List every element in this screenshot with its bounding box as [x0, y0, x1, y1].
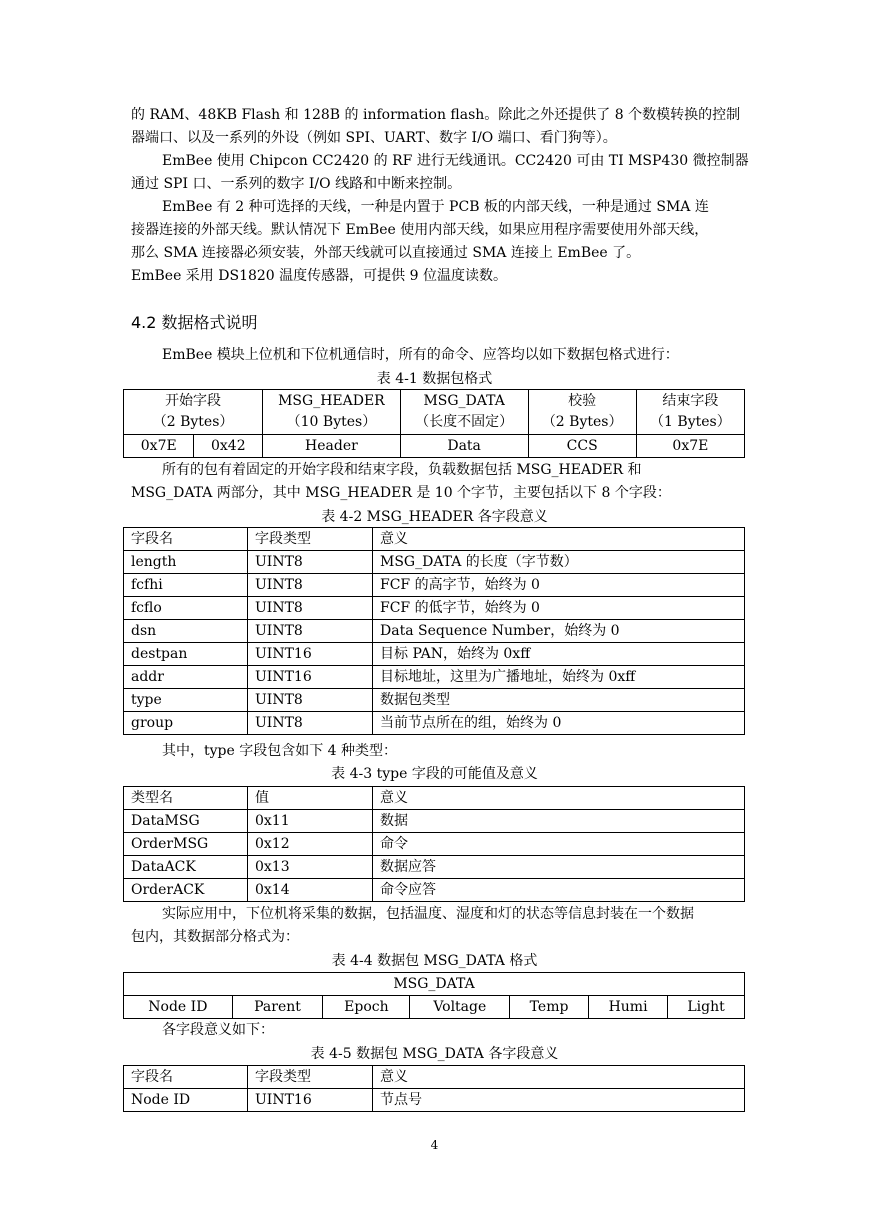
paragraph-line: 那么 SMA 连接器必须安装，外部天线就可以直接通过 SMA 连接上 EmBee 了。	[131, 245, 641, 261]
table-cell: 意义	[373, 787, 745, 810]
table-cell: DataACK	[124, 856, 248, 879]
table-cell: 字段类型	[248, 528, 373, 551]
table-cell: 目标地址，这里为广播地址，始终为 0xff	[373, 666, 745, 689]
table-row	[124, 1089, 745, 1112]
table-cell: UINT16	[248, 666, 373, 689]
table-cell: Light	[668, 996, 745, 1019]
table-cell: Temp	[510, 996, 589, 1019]
table-row	[124, 712, 745, 735]
table-row	[124, 620, 745, 643]
table-cell: UINT8	[248, 597, 373, 620]
paragraph-line: MSG_DATA 两部分，其中 MSG_HEADER 是 10 个字节，主要包括以下 8 个字段：	[131, 485, 671, 501]
table-cell: Header	[263, 435, 401, 458]
table-cell: group	[124, 712, 248, 735]
table-cell: UINT8	[248, 689, 373, 712]
table-header-cell: MSG_DATA （长度不固定）	[400, 390, 528, 435]
table-caption: 表 4-5 数据包 MSG_DATA 各字段意义	[310, 1046, 559, 1062]
table-cell: 命令	[373, 833, 745, 856]
table-caption: 表 4-4 数据包 MSG_DATA 格式	[331, 953, 538, 969]
table-cell: 0x7E	[636, 435, 744, 458]
table-cell: 数据应答	[373, 856, 745, 879]
table-cell: Node ID	[124, 1089, 248, 1112]
table-cell: UINT8	[248, 574, 373, 597]
table-cell: 0x12	[248, 833, 373, 856]
intro-paragraph: EmBee 模块上位机和下位机通信时，所有的命令、应答均以如下数据包格式进行：	[162, 347, 679, 363]
table-header-cell: MSG_HEADER （10 Bytes）	[263, 390, 401, 435]
table-cell: dsn	[124, 620, 248, 643]
table-header-cell: 开始字段 （2 Bytes）	[124, 390, 263, 435]
table-cell: CCS	[528, 435, 636, 458]
table-header-cell: 结束字段 （1 Bytes）	[636, 390, 744, 435]
page-number: 4	[430, 1138, 439, 1152]
table-row	[124, 1066, 745, 1089]
table-cell: UINT8	[248, 620, 373, 643]
paragraph-line: 器端口、以及一系列的外设（例如 SPI、UART、数字 I/O 端口、看门狗等）。	[131, 130, 617, 146]
table-cell: 意义	[373, 528, 745, 551]
table-cell: Humi	[588, 996, 667, 1019]
type-values-table	[123, 786, 745, 902]
packet-format-table	[123, 389, 745, 458]
table-cell: Data	[400, 435, 528, 458]
table-cell: length	[124, 551, 248, 574]
table-cell: Node ID	[124, 996, 233, 1019]
msg-header-table	[123, 527, 745, 735]
paragraph-line: 通过 SPI 口、一系列的数字 I/O 线路和中断来控制。	[131, 176, 462, 192]
paragraph-line: EmBee 采用 DS1820 温度传感器，可提供 9 位温度读数。	[131, 268, 507, 284]
table-cell: 当前节点所在的组，始终为 0	[373, 712, 745, 735]
table-cell: OrderMSG	[124, 833, 248, 856]
table-cell: 意义	[373, 1066, 745, 1089]
table-cell: UINT16	[248, 643, 373, 666]
table-cell: 字段名	[124, 1066, 248, 1089]
table-row	[124, 666, 745, 689]
table-cell: 值	[248, 787, 373, 810]
table-cell: MSG_DATA 的长度（字节数）	[373, 551, 745, 574]
table-row	[124, 528, 745, 551]
paragraph-line: 接器连接的外部天线。默认情况下 EmBee 使用内部天线，如果应用程序需要使用外部天线，	[131, 222, 709, 238]
table-cell: UINT8	[248, 712, 373, 735]
table-cell: FCF 的高字节，始终为 0	[373, 574, 745, 597]
table-cell: addr	[124, 666, 248, 689]
paragraph-line: 所有的包有着固定的开始字段和结束字段，负载数据包括 MSG_HEADER 和	[162, 462, 642, 478]
table-cell: Voltage	[410, 996, 510, 1019]
table-cell: 数据包类型	[373, 689, 745, 712]
table-header-cell: 校验 （2 Bytes）	[528, 390, 636, 435]
msg-data-format-table	[123, 972, 745, 1019]
table-row	[124, 879, 745, 902]
table-row	[124, 973, 745, 996]
table-cell: 类型名	[124, 787, 248, 810]
table-cell: 0x14	[248, 879, 373, 902]
table-cell: 0x42	[194, 435, 263, 458]
paragraph-line: EmBee 使用 Chipcon CC2420 的 RF 进行无线通讯。CC2420 可由 TI MSP430 微控制器	[162, 153, 749, 169]
table-row	[124, 597, 745, 620]
table-cell: 节点号	[373, 1089, 745, 1112]
table-row	[124, 810, 745, 833]
table-cell: 目标 PAN，始终为 0xff	[373, 643, 745, 666]
paragraph-line: 的 RAM、48KB Flash 和 128B 的 information flash。除此之外还提供了 8 个数模转换的控制	[131, 107, 741, 123]
table-cell: destpan	[124, 643, 248, 666]
table-cell: 字段名	[124, 528, 248, 551]
section-title: 4.2 数据格式说明	[131, 313, 258, 332]
paragraph-line: 各字段意义如下：	[162, 1022, 274, 1038]
table-row	[124, 689, 745, 712]
table-cell: FCF 的低字节，始终为 0	[373, 597, 745, 620]
table-cell: UINT8	[248, 551, 373, 574]
table-cell: Data Sequence Number，始终为 0	[373, 620, 745, 643]
paragraph-line: EmBee 有 2 种可选择的天线，一种是内置于 PCB 板的内部天线，一种是通过 SMA 连	[162, 199, 709, 215]
table-cell: UINT16	[248, 1089, 373, 1112]
table-caption: 表 4-3 type 字段的可能值及意义	[331, 766, 538, 782]
table-cell: Epoch	[323, 996, 410, 1019]
table-cell: 命令应答	[373, 879, 745, 902]
table-header-cell: MSG_DATA	[124, 973, 745, 996]
table-cell: OrderACK	[124, 879, 248, 902]
msg-data-fields-table	[123, 1065, 745, 1112]
table-cell: 0x11	[248, 810, 373, 833]
table-row	[124, 574, 745, 597]
table-row	[124, 643, 745, 666]
table-cell: DataMSG	[124, 810, 248, 833]
table-caption: 表 4-2 MSG_HEADER 各字段意义	[321, 509, 548, 525]
paragraph-line: 包内，其数据部分格式为：	[131, 929, 299, 945]
table-row	[124, 856, 745, 879]
table-row	[124, 996, 745, 1019]
table-cell: type	[124, 689, 248, 712]
table-row	[124, 833, 745, 856]
table-row	[124, 787, 745, 810]
table-caption: 表 4-1 数据包格式	[376, 371, 493, 387]
table-cell: 0x7E	[124, 435, 194, 458]
table-cell: fcflo	[124, 597, 248, 620]
table-cell: 0x13	[248, 856, 373, 879]
paragraph-line: 其中，type 字段包含如下 4 种类型：	[162, 743, 398, 759]
table-cell: fcfhi	[124, 574, 248, 597]
table-cell: Parent	[232, 996, 323, 1019]
table-cell: 数据	[373, 810, 745, 833]
paragraph-line: 实际应用中，下位机将采集的数据，包括温度、湿度和灯的状态等信息封装在一个数据	[162, 906, 694, 922]
table-cell: 字段类型	[248, 1066, 373, 1089]
table-row	[124, 551, 745, 574]
